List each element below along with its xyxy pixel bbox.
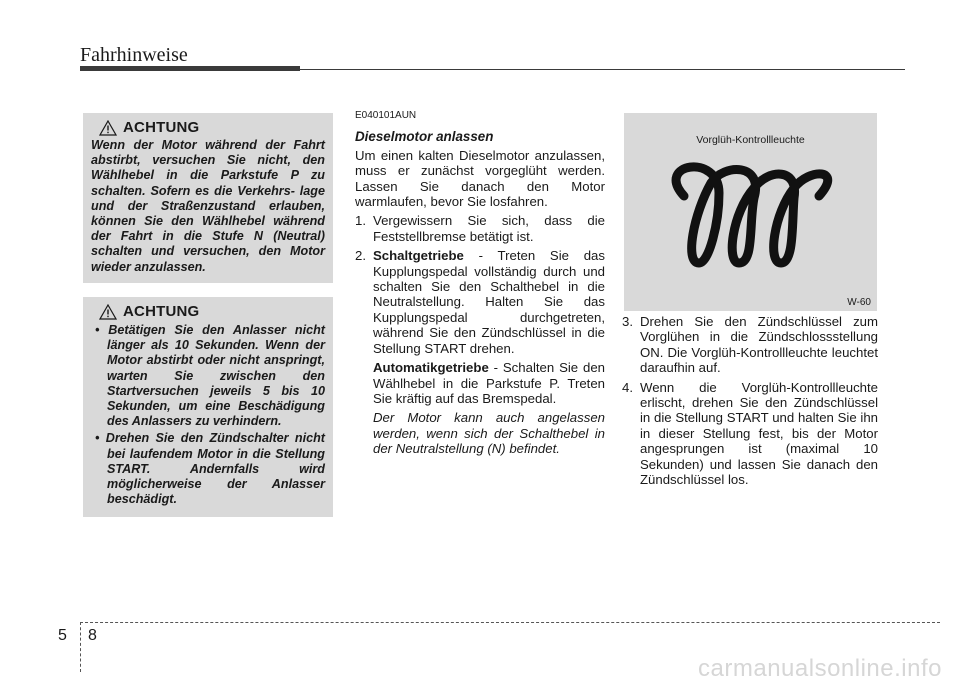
intro-paragraph: Um einen kalten Dieselmotor anzulassen, muss er zunächst vorgeglüht werden. Lassen Sie danach den Motor warmlaufen, bevor Sie losfahren. [355,147,605,210]
header-bar [80,66,300,71]
figure-caption: Vorglüh-Kontrollleuchte [696,134,805,146]
page-number: 8 [88,627,97,644]
warning-triangle-icon [99,120,117,136]
section-code: E040101AUN [355,110,417,121]
section-subheading: Dieselmotor anlassen [355,129,494,145]
step-4 [622,380,878,488]
step-number: 4. [622,379,633,395]
warning-title: ACHTUNG [123,303,200,320]
figure-id: W-60 [847,297,871,308]
footer-divider [80,622,81,672]
warning-text: Wenn der Motor während der Fahrt abstirbt, versuchen Sie nicht, den Wählhebel in die Parkstufe P zu schalten. Sofern es die Verkehrs- lage und der Straßenzustand erlauben, können Sie den Wählhebel während der Fahrt in die Stufe N (Neutral) schalten und versuchen, den Motor wieder anzulassen. [91,138,325,274]
step-text: - Treten Sie das Kupplungspedal vollständig durch und schalten Sie den Schalthebel in die Neutralstellung. Halten Sie das Kupplungspedal durchgetreten, während Sie den Zündschlüssel in die Stellung START drehen. [373,248,605,356]
warning-list [91,323,325,507]
instructions-column [355,108,605,457]
footer-rule [80,622,940,623]
step-3 [622,314,878,376]
step-text: Drehen Sie den Zündschlüssel zum Vorglühen in die Zündschlossstellung ON. Die Vorglüh-Kontrollleuchte leuchtet daraufhin auf. [640,314,878,376]
step-number: 2. [355,248,366,264]
warning-box-1 [83,113,333,283]
manual-gearbox-label: Schaltgetriebe [373,248,464,264]
automatic-text: - Schalten Sie den Wählhebel in die Parkstufe P. Treten Sie kräftig auf das Bremspedal. [373,360,605,406]
warning-list-item: • Betätigen Sie den Anlasser nicht länger als 10 Sekunden. Wenn der Motor abstirbt oder nicht anspringt, warten Sie zwischen den Startversuchen jeweils 5 bis 10 Sekunden, um eine Beschädigung des Anlassers zu verhindern. [95,323,325,429]
warning-header [99,303,325,320]
warning-list-item: • Drehen Sie den Zündschalter nicht bei laufendem Motor in die Stellung START. Andernfalls wird möglicherweise der Anlasser beschädigt. [95,431,325,507]
instructions-column-right [622,314,878,487]
glow-indicator-figure [624,113,877,311]
page-header-title: Fahrhinweise [80,44,188,66]
warning-title: ACHTUNG [123,119,200,136]
step-text: Wenn die Vorglüh-Kontrollleuchte erlischt, drehen Sie den Zündschlüssel in die Stellung START und halten Sie ihn in dieser Stellung fest, bis der Motor angesprungen ist (maximal 10 Sekunden) und lassen Sie danach den Zündschlüssel los. [640,379,878,488]
section-number: 5 [58,627,67,644]
warning-triangle-icon [99,304,117,320]
note-text: Der Motor kann auch angelassen werden, wenn sich der Schalthebel in der Neutralstellung (N) befindet. [373,410,605,457]
step-number: 1. [355,213,366,229]
step-number: 3. [622,314,633,329]
step-2 [355,248,605,356]
step-text: Vergewissern Sie sich, dass die Feststellbremse betätigt ist. [373,213,605,244]
warning-box-2 [83,297,333,517]
step-1 [355,213,605,244]
automatic-paragraph [373,360,605,406]
warning-header [99,119,325,136]
header-rule [300,69,905,70]
automatic-gearbox-label: Automatikgetriebe [373,360,489,376]
watermark: carmanualsonline.info [698,655,942,682]
